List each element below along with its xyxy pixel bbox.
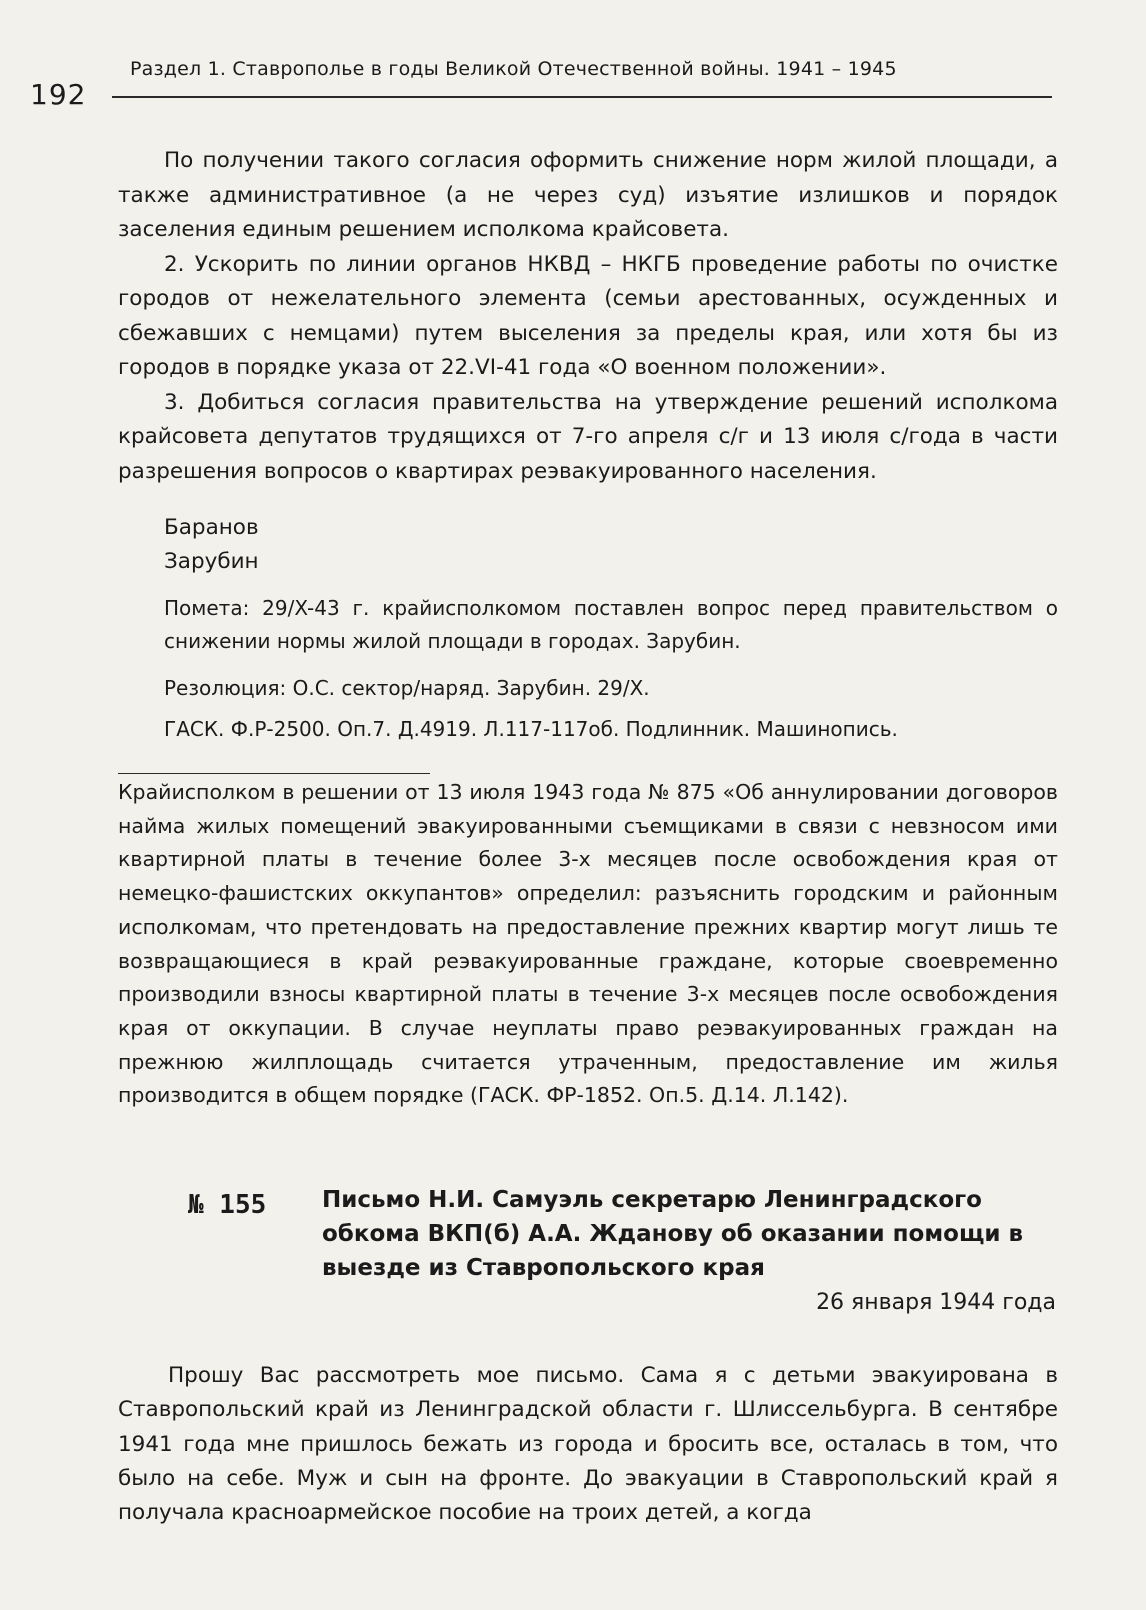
document-date: 26 января 1944 года <box>816 1290 1056 1315</box>
footnote: Крайисполком в решении от 13 июля 1943 года № 875 «Об аннулировании договоров найма жилых помещений эвакуированными съемщиками в связи с невзносом ими квартирной платы в течение более 3-х месяцев после освобождения края от немецко-фашистских оккупантов» определил: разъяснить городским и районным исполкомам, что претендовать на предоставление прежних квартир могут лишь те возвращающиеся в край реэвакуированные граждане, которые своевременно производили взносы квартирной платы в течение 3-х месяцев после освобождения края от оккупации. В случае неуплаты право реэвакуированных граждан на прежнюю жилплощадь считается утраченным, предоставление им жилья производится в общем порядке (ГАСК. ФР-1852. Оп.5. Д.14. Л.142). <box>118 780 1058 1108</box>
note-pometa <box>164 592 1058 658</box>
document-title: Письмо Н.И. Самуэль секретарю Ленинградского обкома ВКП(б) А.А. Жданову об оказании помощи в выезде из Ставропольского края <box>322 1187 1024 1281</box>
note-text: ГАСК. Ф.Р-2500. Оп.7. Д.4919. Л.117-117об. Подлинник. Машинопись. <box>164 717 898 741</box>
note-resolution <box>164 672 1058 705</box>
signature-baranov: Баранов <box>164 515 259 540</box>
signature-zarubin: Зарубин <box>164 549 259 574</box>
running-title: Раздел 1. Ставрополье в годы Великой Отечественной войны. 1941 – 1945 <box>130 58 897 80</box>
page-number: 192 <box>30 78 87 111</box>
header-rule <box>112 96 1052 98</box>
note-text: Помета: 29/X-43 г. крайисполкомом поставлен вопрос перед правительством о снижении нормы жилой площади в городах. Зарубин. <box>164 596 1058 653</box>
footnote-rule <box>118 773 430 774</box>
note-text: Резолюция: О.С. сектор/наряд. Зарубин. 29/X. <box>164 676 650 700</box>
paragraph: По получении такого согласия оформить снижение норм жилой площади, а также административное (а не через суд) изъятие излишков и порядок заселения единым решением исполкома крайсовета. <box>118 148 1058 242</box>
paragraph: 2. Ускорить по линии органов НКВД – НКГБ проведение работы по очистке городов от нежелательного элемента (семьи арестованных, осужденных и сбежавших с немцами) путем выселения за пределы края, или хотя бы из городов в порядке указа от 22.VI-41 года «О военном положении». <box>118 251 1058 380</box>
paragraph: 3. Добиться согласия правительства на утверждение решений исполкома крайсовета депутатов трудящихся от 7-го апреля с/г и 13 июля с/года в части разрешения вопросов о квартирах реэвакуированного населения. <box>118 389 1058 484</box>
note-archive <box>164 713 1058 746</box>
paragraph: Прошу Вас рассмотреть мое письмо. Сама я с детьми эвакуирована в Ставропольский край из Ленинградской области г. Шлиссельбурга. В сентябре 1941 года мне пришлось бежать из города и бросить все, осталась в том, что было на себе. Муж и сын на фронте. До эвакуации в Ставропольский край я получала красноармейское пособие на троих детей, а когда <box>118 1363 1058 1526</box>
continued-text <box>118 144 1058 489</box>
document-body <box>118 1359 1058 1530</box>
document-number: № 155 <box>188 1190 267 1220</box>
